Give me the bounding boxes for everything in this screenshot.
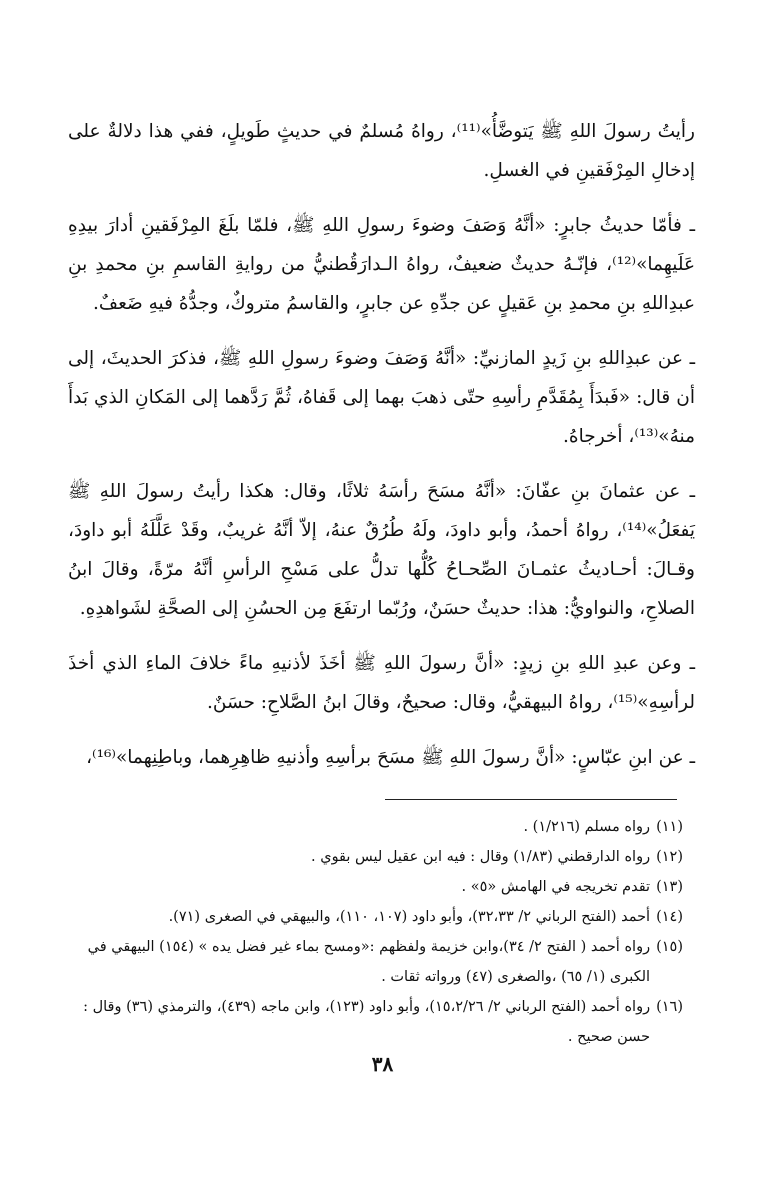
footnote-text: رواه أحمد (الفتح الرباني ٢/ ١٥،٢/٢٦)، وأبو داود (١٢٣)، وابن ماجه (٤٣٩)، والترمذي (٣٦) وقال : حسن صحيح . [83, 999, 651, 1045]
paragraph-4: ـ عن عثمانَ بنِ عفّانَ: «أنَّهُ مسَحَ رأسَهُ ثلاثًا، وقال: هكذا رأيتُ رسولَ اللهِ ﷺ يَفعَلُ»⁽¹⁴⁾، رواهُ أحمدُ، وأبو داودَ، ولَهُ طُرُقٌ عنهُ، إلاّ أنَّهُ غريبٌ، وقَدْ عَلَّلَهُ أبو داودَ، وقـالَ: أحـاديثُ عثمـانَ الصِّحـاحُ كُلُّها تدلُّ على مَسْحِ الرأسِ أنَّهُ مرّةً، وقالَ ابنُ الصلاحِ، والنواويُّ: هذا: حديثٌ حسَنٌ، ورُبّما ارتفَعَ مِن الحسُنِ إلى الصحَّةِ لشَواهدِهِ. [68, 481, 695, 619]
footnote-text: تقدم تخريجه في الهامش «٥» . [461, 879, 651, 895]
main-text [68, 112, 695, 793]
paragraph-5: ـ وعن عبدِ اللهِ بنِ زيدٍ: «أنَّ رسولَ اللهِ ﷺ أخَذَ لأذنيهِ ماءً خلافَ الماءِ الذي أخذَ لرأسِهِ»⁽¹⁵⁾، رواهُ البيهقيُّ، وقال: صحيحٌ، وقالَ ابنُ الصَّلاحِ: حسَنٌ. [68, 653, 695, 713]
footnote-15 [68, 932, 683, 992]
footnotes [68, 812, 683, 1052]
footnote-text: أحمد (الفتح الرباني ٢/ ٣٢،٣٣)، وأبو داود (١٠٧، ١١٠)، والبيهقي في الصغرى (٧١). [168, 909, 651, 925]
page-number: ٣٨ [371, 1052, 394, 1076]
footnote-number: (١٦) [656, 999, 683, 1015]
footnote-number: (١٢) [656, 849, 683, 865]
paragraph-6: ـ عن ابنِ عبّاسٍ: «أنَّ رسولَ اللهِ ﷺ مسَحَ برأسِهِ وأذنيهِ ظاهِرِهما، وباطِنِهما»⁽¹⁶⁾، [86, 747, 695, 768]
paragraph-2: ـ فأمّا حديثُ جابرٍ: «أنَّهُ وَصَفَ وضوءَ رسولِ اللهِ ﷺ، فلمّا بلَغَ المِرْفَقينِ أدارَ بيدِهِ عَلَيهِما»⁽¹²⁾، فإنّـهُ حديثٌ ضعيفٌ، رواهُ الـدارَقُطنيُّ من روايةِ القاسمِ بنِ محمدِ بنِ عبدِاللهِ بنِ محمدِ بنِ عَقيلٍ عن جدِّهِ عن جابرٍ، والقاسمُ متروكٌ، وجدُّهُ فيهِ ضَعفٌ. [68, 215, 695, 314]
footnote-12 [68, 842, 683, 872]
footnote-number: (١٤) [656, 909, 683, 925]
footnote-number: (١٣) [656, 879, 683, 895]
footnote-text: رواه أحمد ( الفتح ٢/ ٣٤)،وابن خزيمة ولفظهم :«ومسح بماء غير فضل يده » (١٥٤) البيهقي في الكبرى (١/ ٦٥) ،والصغرى (٤٧) ورواته ثقات . [87, 939, 651, 985]
footnote-14 [68, 902, 683, 932]
footnote-number: (١١) [656, 819, 683, 835]
footnote-11 [68, 812, 683, 842]
footnote-text: رواه مسلم (١/٢١٦) . [523, 819, 651, 835]
footnote-13 [68, 872, 683, 902]
footnote-16 [68, 992, 683, 1052]
footnote-text: رواه الدارقطني (١/٨٣) وقال : فيه ابن عقيل ليس بقوي . [311, 849, 651, 865]
footnote-number: (١٥) [656, 939, 683, 955]
paragraph-3: ـ عن عبدِاللهِ بنِ زَيدٍ المازنيِّ: «أنَّهُ وَصَفَ وضوءَ رسولِ اللهِ ﷺ، فذكرَ الحديثَ، إلى أن قال: «فَبدَأَ بِمُقَدَّمِ رأسِهِ حتّى ذهبَ بهما إلى قَفاهُ، ثُمَّ رَدَّهما إلى المَكانِ الذي بَدأَ منهُ»⁽¹³⁾، أخرجاهُ. [68, 348, 695, 447]
footnote-divider [385, 799, 677, 800]
paragraph-1: رأيتُ رسولَ اللهِ ﷺ يَتوضَّأُ»⁽¹¹⁾، رواهُ مُسلمٌ في حديثٍ طَويلٍ، ففي هذا دلالةٌ على إدخالِ المِرْفَقينِ في الغسلِ. [68, 121, 695, 181]
